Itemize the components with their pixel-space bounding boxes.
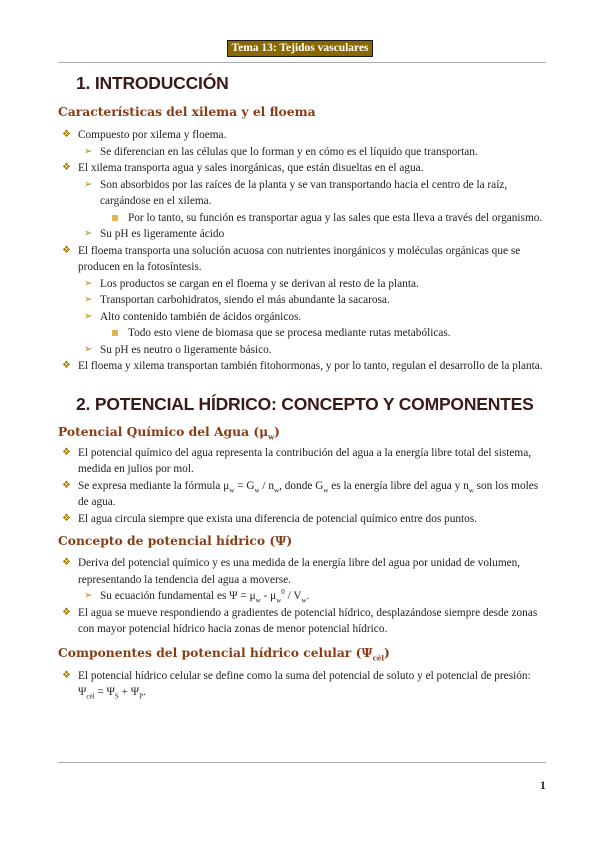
list-item: ➢ Su pH es ligeramente ácido bbox=[58, 226, 546, 243]
list-item: Por lo tanto, su función es transportar agua y las sales que esta lleva a través del organismo. bbox=[58, 210, 546, 227]
diamond-bullet-icon: ❖ bbox=[62, 479, 71, 491]
page-header bbox=[0, 38, 600, 56]
list-item: ❖ El potencial químico del agua representa la contribución del agua a la energía libre total del sistema, medida en julios por mol. bbox=[62, 446, 532, 475]
arrow-bullet-icon: ➢ bbox=[84, 145, 93, 157]
list-item: ➢ Son absorbidos por las raíces de la planta y se van transportando hacia el centro de la raíz, cargándose en el xilema. bbox=[84, 178, 508, 207]
diamond-bullet-icon: ❖ bbox=[62, 244, 71, 256]
diamond-bullet-icon: ❖ bbox=[62, 129, 71, 140]
diamond-bullet-icon: ❖ bbox=[62, 360, 71, 371]
list-item: ➢ Alto contenido también de ácidos orgánicos. bbox=[58, 309, 546, 326]
diamond-bullet-icon: ❖ bbox=[62, 669, 71, 681]
diamond-bullet-icon: ❖ bbox=[62, 557, 71, 568]
section-1-title: 1. INTRODUCCIÓN bbox=[76, 73, 229, 93]
list-item: ➢ Los productos se cargan en el floema y se derivan al resto de la planta. bbox=[58, 276, 546, 293]
list-item: ❖ El agua circula siempre que exista una diferencia de potencial químico entre dos puntos. bbox=[58, 511, 546, 528]
list-item: ❖ El floema transporta una solución acuosa con nutrientes inorgánicos y moléculas orgánicas que se producen en la fotosíntesis. bbox=[62, 244, 521, 273]
arrow-bullet-icon: ➢ bbox=[84, 294, 93, 305]
arrow-bullet-icon: ➢ bbox=[84, 228, 93, 239]
list-item: ➢ Su pH es neutro o ligeramente básico. bbox=[58, 342, 546, 359]
subsection-cell-potential-list bbox=[58, 668, 546, 701]
square-bullet-icon bbox=[112, 325, 118, 343]
list-item: ➢ Su ecuación fundamental es $\Psi = \mu_w - \mu_w^0 / V_w$. bbox=[84, 588, 310, 605]
list-item: ❖ El xilema transporta agua y sales inorgánicas, que están disueltas en el agua. bbox=[58, 160, 546, 177]
header-divider bbox=[58, 62, 546, 63]
arrow-bullet-icon: ➢ bbox=[84, 178, 93, 190]
square-bullet-icon bbox=[112, 210, 118, 228]
list-item: ❖ El agua se mueve respondiendo a gradientes de potencial hídrico, desplazándose siempre desde zonas con mayor potencial hídrico hacia zonas de menor potencial hídrico. bbox=[62, 606, 538, 635]
arrow-bullet-icon: ➢ bbox=[84, 590, 93, 601]
arrow-bullet-icon: ➢ bbox=[84, 277, 93, 289]
diamond-bullet-icon: ❖ bbox=[62, 162, 71, 173]
section-1-list bbox=[58, 127, 546, 375]
list-item: ➢ Transportan carbohidratos, siendo el más abundante la sacarosa. bbox=[58, 292, 546, 309]
document-body bbox=[58, 72, 546, 701]
section-2-title: 2. POTENCIAL HÍDRICO: CONCEPTO Y COMPONENTES bbox=[76, 393, 534, 414]
subsection-chemical-potential-list bbox=[58, 445, 546, 528]
list-item: ❖ Deriva del potencial químico y es una medida de la energía libre del agua por unidad de volumen, representando la tendencia del agua a moverse. bbox=[62, 557, 521, 586]
topic-label: Tema 13: Tejidos vasculares bbox=[228, 41, 371, 56]
subsection-cell-potential-title: Componentes del potencial hídrico celular $(\Psi_{cél})$ bbox=[58, 644, 390, 662]
list-item: ➢ Se diferencian en las células que lo forman y en cómo es el líquido que transportan. bbox=[58, 144, 546, 161]
page-number: 1 bbox=[540, 780, 546, 792]
subsection-water-potential-list bbox=[58, 555, 546, 638]
footer-divider bbox=[58, 762, 546, 763]
arrow-bullet-icon: ➢ bbox=[84, 343, 93, 355]
subsection-chemical-potential-title: Potencial Químico del Agua $(\mu_w)$ bbox=[58, 423, 280, 441]
list-item: ❖ Se expresa mediante la fórmula $\mu_w = G_w / n_w$, donde $G_w$ es la energía libre del agua y $n_w$ son los moles de agua. bbox=[62, 479, 539, 508]
subsection-water-potential-title: Concepto de potencial hídrico (Ψ) bbox=[58, 533, 293, 548]
diamond-bullet-icon: ❖ bbox=[62, 512, 71, 524]
list-item: ❖ Compuesto por xilema y floema. bbox=[58, 127, 546, 144]
list-item: Todo esto viene de biomasa que se procesa mediante rutas metabólicas. bbox=[58, 325, 546, 342]
arrow-bullet-icon: ➢ bbox=[84, 310, 93, 322]
list-item: ❖ El floema y xilema transportan también fitohormonas, y por lo tanto, regulan el desarrollo de la planta. bbox=[58, 358, 546, 375]
section-1-subtitle: Características del xilema y el floema bbox=[58, 104, 316, 119]
list-item: ❖ El potencial hídrico celular se define como la suma del potencial de soluto y el potencial de presión: $\Psi_{cél} = \Psi_S + \Psi_P$. bbox=[62, 669, 531, 701]
diamond-bullet-icon: ❖ bbox=[62, 446, 71, 458]
diamond-bullet-icon: ❖ bbox=[62, 606, 71, 618]
